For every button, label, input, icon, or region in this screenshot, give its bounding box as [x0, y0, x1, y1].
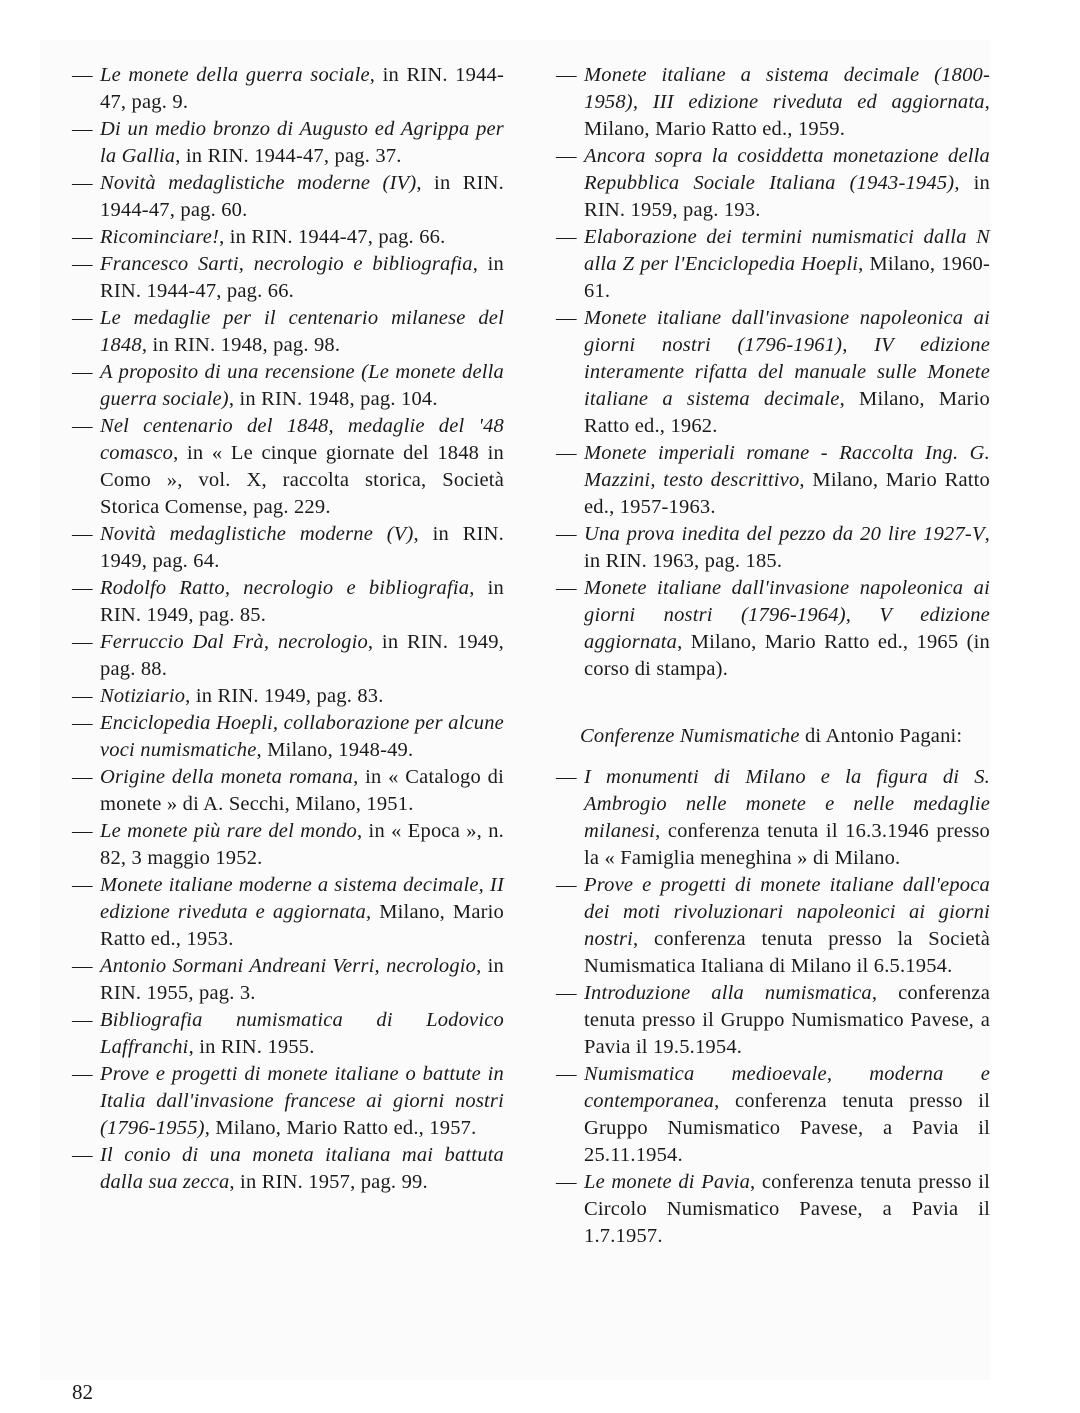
- bibliography-entry: — Ricominciare!, in RIN. 1944-47, pag. 66.: [72, 226, 446, 248]
- bibliography-entry: — Ferruccio Dal Frà, necrologio, in RIN. 1949, pag. 88.: [72, 631, 505, 680]
- conference-entry: — Numismatica medioevale, moderna e contemporanea, conferenza tenuta presso il Gruppo Numismatico Pavese, a Pavia il 25.11.1954.: [556, 1063, 990, 1166]
- bibliography-entry: — Elaborazione dei termini numismatici dalla N alla Z per l'Enciclopedia Hoepli, Milano, 1960-61.: [556, 226, 990, 302]
- bibliography-entry: — Le monete più rare del mondo, in « Epoca », n. 82, 3 maggio 1952.: [72, 820, 504, 869]
- page-number: 82: [72, 1380, 93, 1404]
- conference-entry: — Prove e progetti di monete italiane dall'epoca dei moti rivoluzionari napoleonici ai giorni nostri, conferenza tenuta presso la Società Numismatica Italiana di Milano il 6.5.1954.: [556, 874, 990, 977]
- bibliography-entry: — Le medaglie per il centenario milanese del 1848, in RIN. 1948, pag. 98.: [72, 307, 504, 356]
- conferences-list: [556, 764, 990, 1250]
- bibliography-entry: — Le monete della guerra sociale, in RIN. 1944-47, pag. 9.: [72, 64, 504, 113]
- bibliography-entry: — Monete italiane moderne a sistema decimale, II edizione riveduta e aggiornata, Milano, Mario Ratto ed., 1953.: [72, 874, 504, 950]
- bibliography-entry: — Francesco Sarti, necrologio e bibliografia, in RIN. 1944-47, pag. 66.: [72, 253, 505, 302]
- bibliography-entry: — Nel centenario del 1848, medaglie del '48 comasco, in « Le cinque giornate del 1848 in Como », vol. X, raccolta storica, Società Storica Comense, pag. 229.: [72, 415, 504, 518]
- bibliography-entry: — Bibliografia numismatica di Lodovico Laffranchi, in RIN. 1955.: [72, 1009, 504, 1058]
- bibliography-entry: — Prove e progetti di monete italiane o battute in Italia dall'invasione francese ai giorni nostri (1796-1955), Milano, Mario Ratto ed., 1957.: [72, 1063, 504, 1139]
- bibliography-entry: — Ancora sopra la cosiddetta monetazione della Repubblica Sociale Italiana (1943-1945), in RIN. 1959, pag. 193.: [556, 145, 990, 221]
- bibliography-entry: — Novità medaglistiche moderne (V), in RIN. 1949, pag. 64.: [72, 523, 504, 572]
- bibliography-entry: — Antonio Sormani Andreani Verri, necrologio, in RIN. 1955, pag. 3.: [72, 955, 504, 1004]
- bibliography-entry: — Monete italiane a sistema decimale (1800-1958), III edizione riveduta ed aggiornata, Milano, Mario Ratto ed., 1959.: [556, 64, 990, 140]
- bibliography-entry: — Novità medaglistiche moderne (IV), in RIN. 1944-47, pag. 60.: [72, 172, 504, 221]
- bibliography-entry: — Una prova inedita del pezzo da 20 lire 1927-V, in RIN. 1963, pag. 185.: [556, 523, 990, 572]
- left-column: [72, 62, 504, 1196]
- bibliography-entry: — Notiziario, in RIN. 1949, pag. 83.: [72, 685, 384, 707]
- bibliography-entry: — Il conio di una moneta italiana mai battuta dalla sua zecca, in RIN. 1957, pag. 99.: [72, 1144, 504, 1193]
- conference-entry: — I monumenti di Milano e la figura di S. Ambrogio nelle monete e nelle medaglie milanesi, conferenza tenuta il 16.3.1946 presso la « Famiglia meneghina » di Milano.: [556, 766, 990, 869]
- conference-entry: — Introduzione alla numismatica, conferenza tenuta presso il Gruppo Numismatico Pavese, a Pavia il 19.5.1954.: [556, 982, 990, 1058]
- bibliography-entry: — Monete italiane dall'invasione napoleonica ai giorni nostri (1796-1964), V edizione aggiornata, Milano, Mario Ratto ed., 1965 (in corso di stampa).: [556, 577, 990, 680]
- bibliography-entry: — Origine della moneta romana, in « Catalogo di monete » di A. Secchi, Milano, 1951.: [72, 766, 504, 815]
- bibliography-entry: — Rodolfo Ratto, necrologio e bibliografia, in RIN. 1949, pag. 85.: [72, 577, 505, 626]
- bibliography-entry: — Monete italiane dall'invasione napoleonica ai giorni nostri (1796-1961), IV edizione interamente rifatta del manuale sulle Monete italiane a sistema decimale, Milano, Mario Ratto ed., 1962.: [556, 307, 990, 437]
- conference-entry: — Le monete di Pavia, conferenza tenuta presso il Circolo Numismatico Pavese, a Pavia il 1.7.1957.: [556, 1171, 991, 1247]
- conferences-heading: Conferenze Numismatiche di Antonio Pagani:: [580, 725, 963, 747]
- bibliography-entry: — Di un medio bronzo di Augusto ed Agrippa per la Gallia, in RIN. 1944-47, pag. 37.: [72, 118, 504, 167]
- bibliography-entry: — A proposito di una recensione (Le monete della guerra sociale), in RIN. 1948, pag. 104.: [72, 361, 504, 410]
- bibliography-entry: — Monete imperiali romane - Raccolta Ing. G. Mazzini, testo descrittivo, Milano, Mario Ratto ed., 1957-1963.: [556, 442, 990, 518]
- right-column: [556, 62, 990, 1250]
- bibliography-entry: — Enciclopedia Hoepli, collaborazione per alcune voci numismatiche, Milano, 1948-49.: [72, 712, 504, 761]
